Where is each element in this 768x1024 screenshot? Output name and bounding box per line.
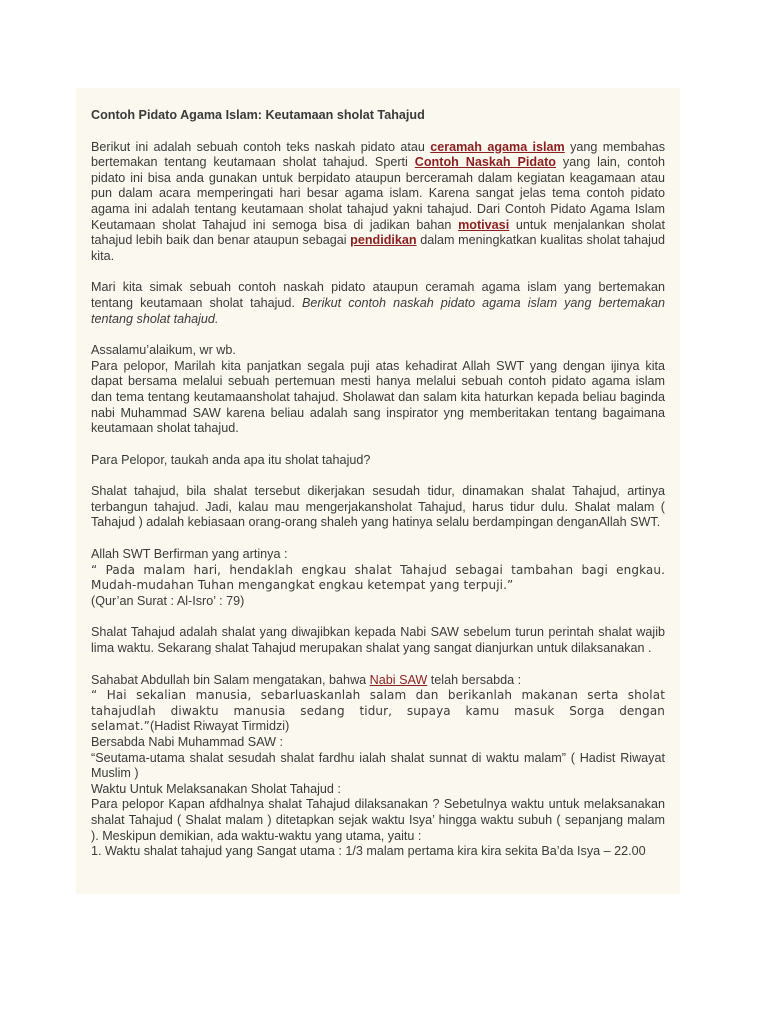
document-page: [76, 88, 680, 894]
greeting-line: Assalamu’alaikum, wr wb.: [91, 343, 236, 358]
hadith-intro: [91, 673, 665, 689]
hadith-quote-1-text: “ Hai sekalian manusia, sebarluaskanlah salam dan berikanlah makanan serta sholat tahajudlah diwaktu manusia sedang tidur, supaya kamu masuk Sorga dengan selamat.”: [91, 688, 665, 734]
verse-source: (Qur’an Surat : Al-Isro’ : 79): [91, 593, 245, 608]
link-pendidikan[interactable]: pendidikan: [350, 233, 417, 248]
hadith-quote-1: [91, 688, 665, 735]
hadith-2-intro: Bersabda Nabi Muhammad SAW :: [91, 735, 284, 749]
waktu-paragraph: Para pelopor Kapan afdhalnya shalat Tahajud dilaksanakan ? Sebetulnya waktu untuk melaksanakan shalat Tahajud ( Shalat malam ) ditetapkan sejak waktu Isya’ hingga waktu subuh ( sepanjang malam ). Meskipun demikian, ada waktu-waktu yang utama, yaitu :: [91, 797, 665, 843]
paragraph-2: [91, 280, 665, 327]
paragraph-8: [91, 673, 665, 860]
verse-quote: “ Pada malam hari, hendaklah engkau shalat Tahajud sebagai tambahan bagi engkau. Mudah-mudahan Tuhan mengangkat engkau ketempat yang terpuji.”: [91, 562, 665, 593]
verse-intro: Allah SWT Berfirman yang artinya :: [91, 547, 288, 562]
hadith-quote-2: “Seutama-utama shalat sesudah shalat fardhu ialah shalat sunnat di waktu malam” ( Hadist Riwayat Muslim ): [91, 750, 665, 781]
paragraph-2-italic: Berikut contoh naskah pidato agama islam yang bertemakan tentang sholat tahajud.: [91, 295, 666, 326]
link-motivasi[interactable]: motivasi: [458, 217, 510, 232]
paragraph-7: Shalat Tahajud adalah shalat yang diwajibkan kepada Nabi SAW sebelum turun perintah shalat wajib lima waktu. Sekarang shalat Tahajud merupakan shalat yang sangat dianjurkan untuk dilaksanakan .: [91, 625, 665, 656]
link-contoh-naskah-pidato[interactable]: Contoh Naskah Pidato: [414, 155, 556, 170]
intro-paragraph: [91, 140, 665, 265]
hadith-intro-text-2: telah bersabda :: [430, 672, 522, 687]
link-ceramah-agama-islam[interactable]: ceramah agama islam: [430, 139, 565, 154]
page-title: Contoh Pidato Agama Islam: Keutamaan sholat Tahajud: [91, 108, 425, 122]
intro-text-3: yang lain, contoh pidato ini bisa anda gunakan untuk berpidato ataupun berceramah dalam kegiatan keagamaan atau pun dalam acara memperingati hari besar agama islam. Karena sangat jelas tema contoh pidato agama ini adalah tentang keutamaan sholat tahajud yakni tahajud. Dari Contoh Pidato Agama Islam Keutamaan sholat Tahajud ini semoga bisa di jadikan bahan: [91, 155, 666, 232]
waktu-item-1: 1. Waktu shalat tahajud yang Sangat utama : 1/3 malam pertama kira kira sekita Ba’da Isya – 22.00: [91, 844, 646, 859]
paragraph-4: Para Pelopor, taukah anda apa itu sholat tahajud?: [91, 452, 371, 467]
paragraph-2-text: Mari kita simak sebuah contoh naskah pidato ataupun ceramah agama islam yang bertemakan tentang keutamaan sholat tahajud.: [91, 280, 665, 310]
intro-text-2: yang membahas bertemakan tentang keutamaan sholat tahajud. Sperti: [91, 139, 666, 170]
intro-text-5: dalam meningkatkan kualitas sholat tahajud kita.: [91, 233, 665, 263]
paragraph-3: [91, 343, 665, 437]
hadith-quote-1-source: (Hadist Riwayat Tirmidzi): [150, 719, 290, 734]
section-heading-waktu: Waktu Untuk Melaksanakan Sholat Tahajud :: [91, 781, 341, 796]
paragraph-3-body: Para pelopor, Marilah kita panjatkan segala puji atas kehadirat Allah SWT yang dengan ijinya kita dapat bersama melalui sebuah pertemuan mesti hanya melalui sebuah contoh pidato agama islam dan tema tentang keutamaansholat tahajud. Sholawat dan salam kita haturkan kepada beliau baginda nabi Muhammad SAW karena beliau adalah sang inspirator yng memberitakan tentang bagaimana keutamaan sholat tahajud.: [91, 358, 665, 436]
paragraph-6: [91, 547, 665, 609]
paragraph-5: Shalat tahajud, bila shalat tersebut dikerjakan sesudah tidur, dinamakan shalat Tahajud, artinya terbangun tahajud. Jadi, kalau mau mengerjakansholat Tahajud, harus tidur dulu. Shalat malam ( Tahajud ) adalah kebiasaan orang-orang shaleh yang hatinya selalu berdampingan denganAllah SWT.: [91, 484, 665, 530]
intro-text-1: Berikut ini adalah sebuah contoh teks naskah pidato atau: [91, 139, 425, 154]
document-content: [91, 108, 665, 876]
hadith-intro-text-1: Sahabat Abdullah bin Salam mengatakan, bahwa: [91, 672, 367, 687]
link-nabi-saw[interactable]: Nabi SAW: [369, 672, 428, 687]
intro-text-4: untuk menjalankan sholat tahajud lebih baik dan benar ataupun sebagai: [91, 217, 666, 248]
